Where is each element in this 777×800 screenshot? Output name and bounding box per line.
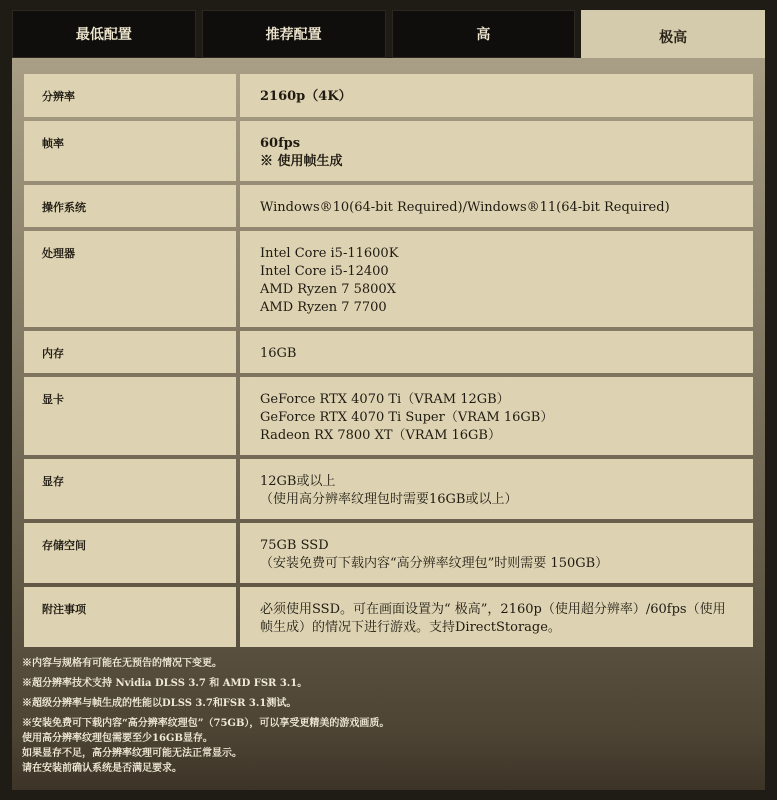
- row-value: [240, 377, 753, 455]
- footnote: ※安装免费可下载内容“高分辨率纹理包”（75GB），可以享受更精美的游戏画质。 使用高分辨率纹理包需要至少16GB显存。 如果显存不足，高分辨率纹理可能无法正常显示。 请在安装前确认系统是否满足要求。: [22, 718, 390, 774]
- value-line: AMD Ryzen 7 7700: [260, 300, 387, 315]
- value-line: Intel Core i5-12400: [260, 264, 389, 279]
- footnote: ※内容与规格有可能在无预告的情况下变更。: [22, 658, 222, 669]
- tab-recommended[interactable]: 推荐配置: [202, 10, 386, 58]
- value-line: 12GB或以上: [260, 474, 336, 489]
- row-label: 显存: [24, 459, 236, 519]
- row-remarks: [24, 587, 753, 647]
- value-line: 2160p（4K）: [260, 89, 352, 104]
- value-line: GeForce RTX 4070 Ti（VRAM 12GB）: [260, 392, 510, 407]
- row-storage: [24, 523, 753, 583]
- row-resolution: [24, 74, 753, 117]
- value-line: 75GB SSD: [260, 538, 329, 553]
- value-line: （使用高分辨率纹理包时需要16GB或以上）: [260, 492, 518, 507]
- row-value: [240, 587, 753, 647]
- spec-tabs: [12, 10, 765, 58]
- value-line: Intel Core i5-11600K: [260, 246, 399, 261]
- row-vram: [24, 459, 753, 519]
- value-line: Radeon RX 7800 XT（VRAM 16GB）: [260, 428, 501, 443]
- footnote: ※超分辨率技术支持 Nvidia DLSS 3.7 和 AMD FSR 3.1。: [22, 678, 308, 689]
- value-line: AMD Ryzen 7 5800X: [260, 282, 396, 297]
- row-label: 内存: [24, 331, 236, 373]
- value-line: 必须使用SSD。可在画面设置为“ 极高”，2160p（使用超分辨率）/60fps（使用帧生成）的情况下进行游戏。支持DirectStorage。: [260, 602, 726, 635]
- row-label: 处理器: [24, 231, 236, 327]
- row-framerate: [24, 121, 753, 181]
- row-value: [240, 185, 753, 227]
- value-line: ※ 使用帧生成: [260, 154, 343, 169]
- value-line: 60fps: [260, 136, 301, 151]
- spec-panel: [12, 58, 765, 790]
- row-value: [240, 331, 753, 373]
- row-value: [240, 121, 753, 181]
- value-line: 16GB: [260, 346, 297, 361]
- row-label: 附注事项: [24, 587, 236, 647]
- spec-table: [24, 74, 753, 651]
- footnotes: [22, 656, 742, 781]
- row-cpu: [24, 231, 753, 327]
- row-label: 分辨率: [24, 74, 236, 117]
- footnote: ※超级分辨率与帧生成的性能以DLSS 3.7和FSR 3.1测试。: [22, 698, 297, 709]
- tab-high[interactable]: 高: [392, 10, 576, 58]
- row-value: [240, 74, 753, 117]
- row-memory: [24, 331, 753, 373]
- value-line: GeForce RTX 4070 Ti Super（VRAM 16GB）: [260, 410, 554, 425]
- row-gpu: [24, 377, 753, 455]
- row-label: 显卡: [24, 377, 236, 455]
- row-value: [240, 231, 753, 327]
- row-label: 存储空间: [24, 523, 236, 583]
- row-value: [240, 523, 753, 583]
- row-label: 操作系统: [24, 185, 236, 227]
- tab-ultra[interactable]: 极高: [581, 10, 765, 64]
- row-value: [240, 459, 753, 519]
- tab-minimum[interactable]: 最低配置: [12, 10, 196, 58]
- value-line: Windows®10(64-bit Required)/Windows®11(64-bit Required): [260, 200, 670, 215]
- row-label: 帧率: [24, 121, 236, 181]
- value-line: （安装免费可下载内容“高分辨率纹理包”时则需要 150GB）: [260, 556, 609, 571]
- row-os: [24, 185, 753, 227]
